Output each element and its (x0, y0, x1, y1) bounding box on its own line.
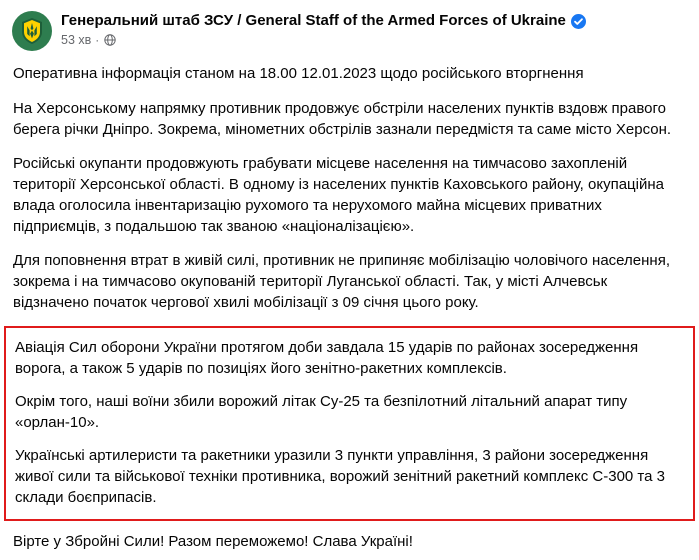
post-body (0, 51, 699, 560)
post-timestamp[interactable]: 53 хв (61, 33, 92, 47)
military-emblem-icon (21, 18, 43, 44)
header-text (61, 11, 687, 47)
post-lead: Оперативна інформація станом на 18.00 12.01.2023 щодо російського вторгнення (13, 65, 584, 82)
post-closing: Вірте у Збройні Сили! Разом переможемо! Слава Україні! (13, 533, 413, 550)
meta-separator: · (95, 33, 100, 47)
post-header (0, 0, 699, 51)
highlight-paragraph-3: Українські артилеристи та ракетники уразили 3 пункти управління, 3 райони зосередження живої сили та військової техніки противника, ворожий зенітний ракетний комплекс С-300 та 3 склади боєприпасів. (15, 447, 665, 506)
highlight-paragraph-1: Авіація Сил оборони України протягом доби завдала 15 ударів по районах зосередження ворога, а також 5 ударів по позиціях його зенітно-ракетних комплексів. (15, 339, 639, 377)
page-name[interactable]: Генеральний штаб ЗСУ / General Staff of the Armed Forces of Ukraine (61, 12, 566, 29)
post-meta (61, 33, 687, 47)
post-paragraph-1: На Херсонському напрямку противник продовжує обстріли населених пунктів вздовж правого берега річки Дніпро. Зокрема, мінометних обстрілів зазнали передмістя та саме місто Херсон. (13, 100, 672, 138)
highlighted-section (4, 326, 695, 521)
author-row (61, 12, 687, 30)
globe-icon[interactable] (104, 34, 116, 46)
post-paragraph-3: Для поповнення втрат в живій силі, противник не припиняє мобілізацію чоловічого населення, зокрема і на тимчасово окупованій території Луганської області. Так, у місті Алчевськ відзначено початок чергової хвилі мобілізації з 09 січня цього року. (13, 252, 670, 311)
avatar[interactable] (12, 11, 52, 51)
post-paragraph-2: Російські окупанти продовжують грабувати місцеве населення на тимчасово захопленій території Херсонської області. В одному із населених пунктів Каховського району, окупаційна влада оголосила інвентаризацію рухомого та нерухомого майна місцевих приватних підприємців, з подальшою так званою «націоналізацією». (13, 155, 664, 235)
highlight-paragraph-2: Окрім того, наші воїни збили ворожий літак Су-25 та безпілотний літальний апарат типу «орлан-10». (15, 393, 628, 431)
verified-badge-icon (571, 14, 586, 29)
